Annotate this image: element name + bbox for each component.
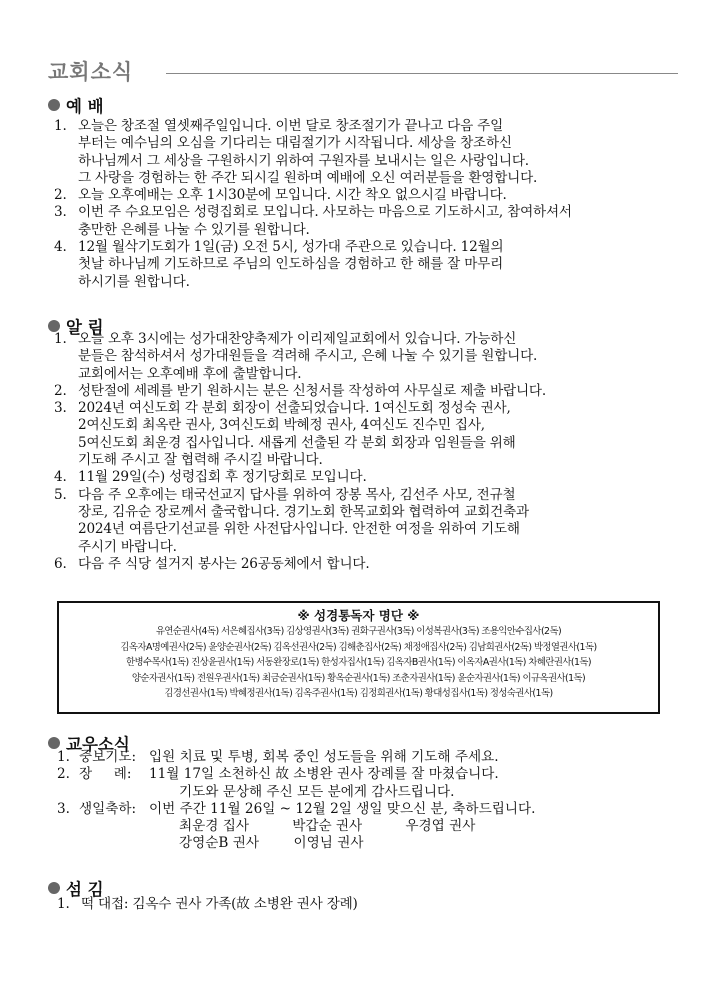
reader-line: 김경선권사(1독) 박혜정권사(1독) 김옥주권사(1독) 김정희권사(1독) 황대성집사(1독) 정성숙권사(1독): [164, 688, 553, 700]
member-item: [57, 766, 667, 801]
item-line: 다음 주 식당 설거지 봉사는 26공동체에서 합니다.: [78, 555, 370, 572]
reader-line: 김옥자A명예권사(2독) 윤양순권사(2독) 김옥선권사(2독) 김해춘집사(2독) 채정애집사(2독) 김남희권사(2독) 박정열권사(1독): [120, 641, 597, 653]
item-number: 1.: [57, 896, 70, 912]
member-item: [57, 749, 667, 766]
item-line: 최운경 집사 박갑순 권사 우경엽 권사: [179, 818, 476, 835]
list-item: [54, 118, 657, 187]
notices-list: [54, 331, 657, 573]
item-number: 1.: [54, 331, 67, 347]
item-line: 충만한 은혜를 나눌 수 있기를 원합니다.: [78, 221, 310, 238]
item-number: 2.: [54, 187, 67, 204]
item-number: 5.: [54, 486, 67, 503]
worship-list: [54, 118, 657, 291]
item-line: 하시기를 원합니다.: [78, 273, 190, 290]
item-line: 첫날 하나님께 기도하므로 주님의 인도하심을 경험하고 한 해를 잘 마무리: [78, 256, 504, 273]
item-line: 떡 대접: 김옥수 권사 가족(故 소병완 권사 장례): [81, 896, 358, 912]
item-line: 2024년 여름단기선교를 위한 사전답사입니다. 안전한 여정을 위하여 기도해: [78, 521, 520, 538]
item-line: 오늘은 창조절 열셋째주일입니다. 이번 달로 창조절기가 끝나고 다음 주일: [78, 118, 504, 134]
item-number: 3.: [54, 204, 67, 221]
item-line: 오늘 오후 3시에는 성가대찬양축제가 이리제일교회에서 있습니다. 가능하신: [78, 331, 517, 347]
bible-readers-list: [59, 624, 658, 702]
item-line: 부터는 예수님의 오심을 기다리는 대림절기가 시작됩니다. 세상을 창조하신: [78, 135, 512, 152]
list-item: [57, 896, 657, 913]
item-line: 기도와 문상해 주신 모든 분에게 감사드립니다.: [179, 783, 455, 800]
service-heading-text: 섬 김: [66, 880, 104, 899]
list-item: [54, 400, 657, 469]
item-number: 2.: [57, 766, 70, 783]
reader-line: 한병수목사(1독) 진상윤권사(1독) 서동완장로(1독) 한성자집사(1독) 김옥자B권사(1독) 이옥자A권사(1독) 차혜란권사(1독): [125, 657, 591, 669]
members-heading-text: 교우소식: [66, 735, 130, 754]
members-list: [57, 749, 667, 853]
bullet-icon: [48, 737, 60, 749]
item-number: 4.: [54, 469, 67, 486]
item-line: 입원 치료 및 투병, 회복 중인 성도들을 위해 기도해 주세요.: [149, 749, 499, 765]
list-item: [54, 239, 657, 291]
page-title: 교회소식: [48, 60, 134, 84]
item-line: 주시기 바랍니다.: [78, 538, 177, 555]
bible-readers-title: ※ 성경통독자 명단 ※: [297, 608, 420, 623]
item-line: 강영순B 권사 이영님 권사: [179, 835, 364, 852]
bullet-icon: [48, 99, 60, 111]
reader-line: 유연순권사(4독) 서은혜집사(3독) 김상영권사(3독) 권화구권사(3독) 이성복권사(3독) 조용익안수집사(2독): [155, 626, 562, 637]
item-number: 6.: [54, 555, 67, 572]
list-item: [54, 204, 657, 239]
list-item: [54, 331, 657, 383]
item-line: 2024년 여신도회 각 분회 회장이 선출되었습니다. 1여신도회 정성숙 권사,: [78, 400, 511, 417]
header-rule: [166, 73, 678, 74]
item-line: 분들은 참석하셔서 성가대원들을 격려해 주시고, 은혜 나눌 수 있기를 원합니다.: [78, 348, 538, 365]
notices-heading-text: 알 림: [66, 318, 104, 337]
item-line: 성탄절에 세례를 받기 원하시는 분은 신청서를 작성하여 사무실로 제출 바랍니다.: [78, 382, 546, 399]
bullet-icon: [48, 882, 60, 894]
item-line: 11월 29일(수) 성령집회 후 정기당회로 모입니다.: [78, 469, 367, 486]
worship-heading: [48, 93, 104, 117]
member-item: [57, 801, 667, 853]
item-line: 이번 주간 11월 26일 ~ 12월 2일 생일 맞으신 분, 축하드립니다.: [149, 800, 536, 817]
item-number: 1.: [54, 118, 67, 134]
item-line: 그 사랑을 경험하는 한 주간 되시길 원하며 예배에 오신 여러분들을 환영합니다.: [78, 169, 538, 186]
bible-readers-box: [57, 601, 660, 714]
item-number: 1.: [57, 749, 70, 765]
list-item: [54, 487, 657, 556]
list-item: [54, 556, 657, 573]
item-number: 4.: [54, 239, 67, 256]
item-number: 3.: [57, 800, 70, 817]
item-key: 생일축하:: [79, 800, 137, 817]
page-header: [48, 56, 678, 86]
item-line: 12월 월삭기도회가 1일(금) 오전 5시, 성가대 주관으로 있습니다. 12월의: [78, 239, 504, 256]
reader-line: 양순자권사(1독) 전원우권사(1독) 최금순권사(1독) 황옥순권사(1독) 조춘자권사(1독) 윤순자권사(1독) 이규옥권사(1독): [131, 672, 586, 684]
item-line: 교회에서는 오후예배 후에 출발합니다.: [78, 365, 302, 382]
list-item: [54, 469, 657, 486]
item-line: 장로, 김유순 장로께서 출국합니다. 경기노회 한목교회와 협력하여 교회건축과: [78, 503, 529, 520]
item-line: 하나님께서 그 세상을 구원하시기 위하여 구원자를 보내시는 일은 사랑입니다.: [78, 152, 529, 169]
item-number: 3.: [54, 400, 67, 417]
item-line: 2여신도회 최옥란 권사, 3여신도회 박혜정 권사, 4여신도 진수민 집사,: [78, 417, 485, 434]
item-key: 장 례:: [79, 766, 132, 783]
item-line: 5여신도회 최운경 집사입니다. 새롭게 선출된 각 분회 회장과 임원들을 위해: [78, 434, 516, 451]
item-key: 중보기도:: [79, 749, 137, 765]
item-line: 이번 주 수요모임은 성령집회로 모입니다. 사모하는 마음으로 기도하시고, 참여하셔서: [78, 204, 572, 221]
item-line: 11월 17일 소천하신 故 소병완 권사 장례를 잘 마쳤습니다.: [149, 766, 499, 783]
list-item: [54, 383, 657, 400]
list-item: [54, 187, 657, 204]
item-line: 오늘 오후예배는 오후 1시30분에 모입니다. 시간 착오 없으시길 바랍니다.: [78, 187, 507, 204]
item-line: 기도해 주시고 잘 협력해 주시길 바랍니다.: [78, 452, 323, 469]
service-list: [57, 896, 657, 913]
worship-heading-text: 예 배: [66, 97, 104, 116]
item-line: 다음 주 오후에는 태국선교지 답사를 위하여 장봉 목사, 김선주 사모, 전규철: [78, 486, 516, 503]
item-number: 2.: [54, 382, 67, 399]
